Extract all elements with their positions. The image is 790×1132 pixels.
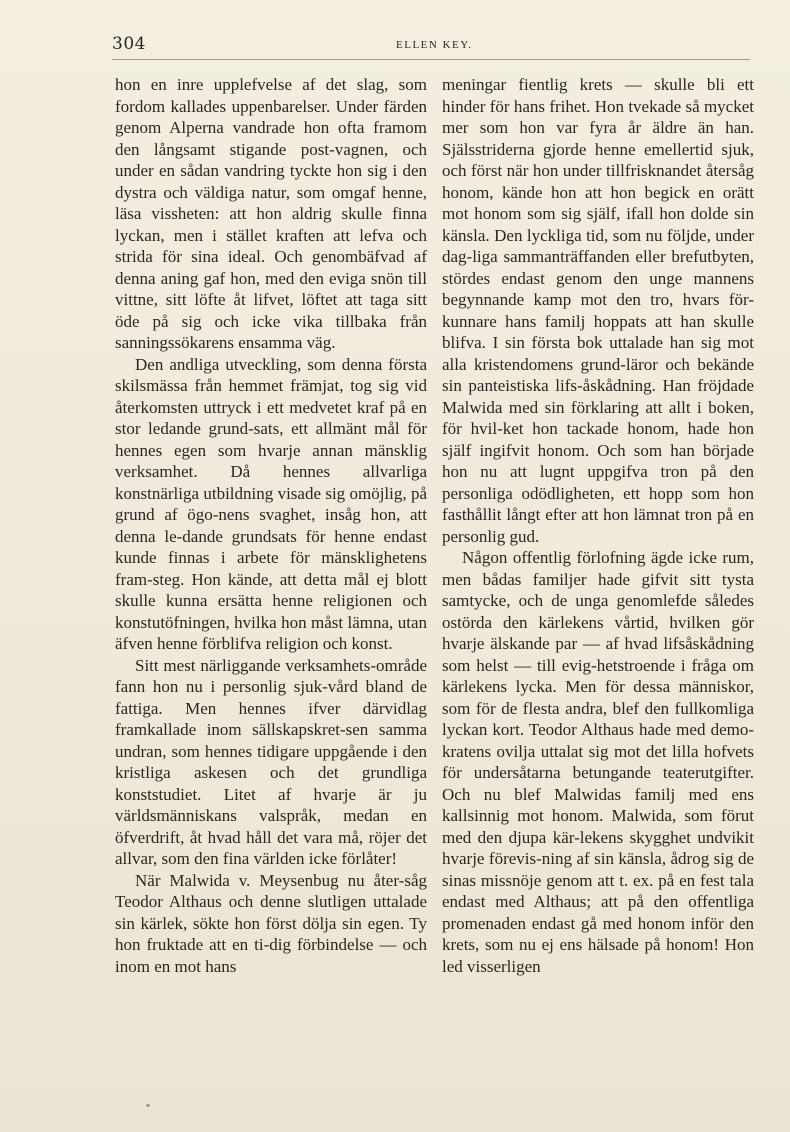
page-number: 304: [112, 34, 146, 54]
paragraph: meningar fientlig krets — skulle bli ett hinder för hans frihet. Hon tvekade så mycket mer som hon var fyra år äldre än han. Själsstriderna gjorde henne emellertid sjuk, och först när hon under tillfrisknandet återsåg honom, kände hon att hon begick en orätt mot honom som sig själf, ifall hon dolde sin känsla. Den lyckliga tid, som nu följde, under dag-liga sammanträffanden eller brefutbyten, stördes endast genom den unge mannens begynnande kamp mot den tro, hvars för-kunnare hans familj hoppats att han skulle blifva. I sin första bok uttalade han sig mot alla kristendomens grund-läror och bekände sin panteistiska lifs-åskådning. Han fröjdade Malwida med sin förklaring att allt i boken, för hvil-ket hon tackade honom, hade hon själf ingifvit honom. Och som han började hon nu att lugnt uppgifva tron på den personliga odödligheten, ett hopp som hon fasthållit långt efter att hon lämnat tron på en personlig gud.: [442, 75, 754, 546]
paragraph: hon en inre upplefvelse af det slag, som fordom kallades uppenbarelser. Under färden genom Alperna vandrade hon ofta framom den långsamt stigande post-vagnen, och under en sådan vandring tyckte hon sig i den dystra och väldiga natur, som omgaf henne, läsa vissheten: att hon aldrig skulle finna lyckan, men i stället kraften att lefva och strida för sina ideal. Och genombäfvad af denna aning gaf hon, med den eviga snön till vittne, sitt löfte åt lifvet, löftet att taga sitt öde på sig och icke vika tillbaka från sanningssökarens ensamma väg.: [115, 75, 427, 352]
running-head: ELLEN KEY.: [396, 39, 473, 51]
paragraph: När Malwida v. Meysenbug nu åter-såg Teodor Althaus och denne slutligen uttalade sin kärlek, sökte hon först dölja sin egen. Ty hon fruktade att en ti-dig förbindelse — och inom en mot hans: [115, 870, 427, 976]
paragraph: Sitt mest närliggande verksamhets-område fann hon nu i personlig sjuk-vård bland de fattiga. Men hennes ifver därvidlag framkallade inom sällskapskret-sen samma undran, som hennes tidigare uppgående i den kristliga askesen och det grundliga konststudiet. Litet af hvarje är ju världsmänniskans valspråk, medan en öfverdrift, åt hvad håll det vara må, röjer det allvar, som den fina världen icke förlåter!: [115, 655, 427, 868]
right-column: [442, 74, 754, 977]
page-header: [112, 34, 752, 58]
paragraph: Den andliga utveckling, som denna första skilsmässa från hemmet främjat, tog sig vid återkomsten uttryck i ett medvetet kraf på en stor ledande grund-sats, ett allmänt mål för hennes egen som hvarje annan mänsklig verksamhet. Då hennes allvarliga konstnärliga utbildning visade sig omöjlig, på grund af ögo-nens svaghet, insåg hon, att denna le-dande grundsats för henne endast kunde finnas i arbete för mänsklighetens fram-steg. Hon kände, att detta mål ej blott skulle kunna ersätta henne religionen och konstutöfningen, hvilka hon måst lämna, utan äfven henne förblifva religion och konst.: [115, 354, 427, 653]
paper-speck: [146, 1104, 150, 1107]
header-rule: [112, 59, 750, 60]
paragraph: Någon offentlig förlofning ägde icke rum, men bådas familjer hade gifvit sitt tysta samtycke, och de unga genomlefde således ostörda den kärlekens vårtid, hvilken gör hvarje älskande par — af hvad lifsåskådning som helst — till evig-hetstroende i fråga om kärlekens lycka. Men för dessa människor, som för de flesta andra, blef den fullkomliga lyckan kort. Teodor Althaus hade med demo-kratens ovilja uttalat sig mot det lilla hofvets för undersåtarna betungande teaterutgifter. Och nu blef Malwidas familj med ens kallsinnig mot honom. Malwida, som förut med den djupa kär-lekens skygghet undvikit hvarje förevis-ning af sin känsla, ådrog sig de sinas missnöje genom att t. ex. på en fest tala endast med Althaus; att på den offentliga promenaden endast gå med honom inför den krets, som nu ej ens hälsade på honom! Hon led visserligen: [442, 548, 754, 976]
left-column: [115, 74, 427, 977]
